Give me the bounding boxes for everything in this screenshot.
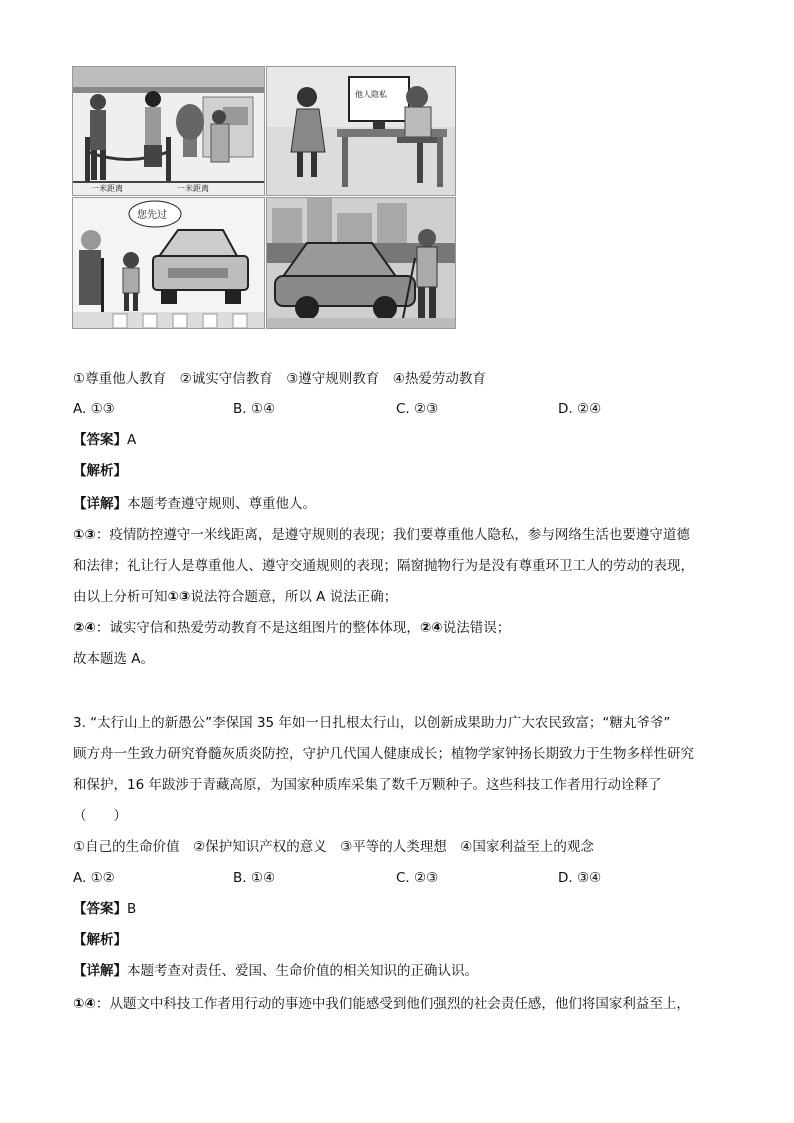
paragraph-text: ：疫情防控遵守一米线距离，是遵守规则的表现；我们要尊重他人隐私，参与网络生活也要遵守道德 (95, 527, 690, 543)
q3-option-a: A. ①② (73, 870, 115, 886)
q2-option-a: A. ①③ (73, 401, 115, 417)
statement-numbers: ①③ (73, 527, 96, 543)
q2-analysis-tag (73, 461, 127, 481)
privacy-illustration (267, 67, 455, 195)
distance-label-left: 一米距离 (91, 184, 123, 193)
q3-stem-line1: 3. “太行山上的新愚公”李保国 35 年如一日扎根太行山，以创新成果助力广大农民致富；“糖丸爷爷” (73, 715, 671, 731)
statement-numbers: ①③ (167, 589, 191, 605)
paragraph-text: ：从题文中科技工作者用行动的事迹中我们能感受到他们强烈的社会责任感，他们将国家利益至上， (95, 996, 690, 1012)
speech-bubble-text: 您先过 (137, 210, 167, 221)
statement-numbers: ②④ (73, 620, 96, 636)
answer-tag: 【答案】 (73, 901, 127, 917)
q3-option-b: B. ①④ (233, 870, 276, 886)
q2-answer (73, 430, 136, 450)
q2-statements: ①尊重他人教育 ②诚实守信教育 ③遵守规则教育 ④热爱劳动教育 (73, 371, 486, 387)
q2-paragraph-1-line2: 和法律；礼让行人是尊重他人、遵守交通规则的表现；隔窗抛物行为是没有尊重环卫工人的劳动的表现， (73, 558, 694, 574)
q3-paragraph-1 (73, 994, 690, 1014)
screen-text: 他人隐私 (355, 90, 387, 99)
q2-paragraph-1-line3 (73, 587, 397, 607)
q3-stem-line2: 顾方舟一生致力研究脊髓灰质炎防控，守护几代国人健康成长；植物学家钟扬长期致力于生物多样性研究 (73, 746, 694, 762)
paragraph-text: 说法符合题意，所以 A 说法正确； (190, 589, 398, 605)
answer-value: A (127, 432, 137, 448)
social-distance-illustration (73, 67, 264, 195)
analysis-tag: 【解析】 (73, 932, 127, 948)
littering-illustration (267, 198, 455, 328)
statement-numbers: ②④ (419, 620, 443, 636)
q2-paragraph-2 (73, 618, 510, 638)
q3-stem-line3: 和保护，16 年跋涉于青藏高原，为国家种质库采集了数千万颗种子。这些科技工作者用行动诠释了 (73, 777, 662, 793)
q3-answer (73, 899, 136, 919)
panel-social-distance (72, 66, 265, 196)
q3-option-d: D. ③④ (558, 870, 602, 886)
analysis-tag: 【解析】 (73, 463, 127, 479)
detail-text: 本题考查遵守规则、尊重他人。 (127, 496, 316, 512)
q2-option-c: C. ②③ (396, 401, 439, 417)
panel-yield-pedestrian (72, 197, 265, 329)
paragraph-text: 说法错误； (442, 620, 511, 636)
detail-text: 本题考查对责任、爱国、生命价值的相关知识的正确认识。 (127, 963, 478, 979)
distance-label-right: 一米距离 (177, 184, 209, 193)
cartoon-figure (72, 66, 454, 327)
q3-detail (73, 961, 478, 981)
q3-option-c: C. ②③ (396, 870, 439, 886)
statement-numbers: ①④ (73, 996, 96, 1012)
paragraph-text: ：诚实守信和热爱劳动教育不是这组图片的整体体现， (95, 620, 420, 636)
answer-value: B (127, 901, 137, 917)
detail-tag: 【详解】 (73, 496, 127, 512)
detail-tag: 【详解】 (73, 963, 127, 979)
q3-paren: （ ） (73, 808, 127, 824)
panel-privacy (266, 66, 456, 196)
yield-pedestrian-illustration (73, 198, 264, 328)
panel-littering (266, 197, 456, 329)
q3-analysis-tag (73, 930, 127, 950)
q3-statements: ①自己的生命价值 ②保护知识产权的意义 ③平等的人类理想 ④国家利益至上的观念 (73, 839, 594, 855)
q2-paragraph-1 (73, 525, 690, 545)
q2-option-d: D. ②④ (558, 401, 602, 417)
answer-tag: 【答案】 (73, 432, 127, 448)
q2-option-b: B. ①④ (233, 401, 276, 417)
q2-conclusion: 故本题选 A。 (73, 651, 155, 667)
q2-detail (73, 494, 316, 514)
paragraph-text: 由以上分析可知 (73, 589, 168, 605)
